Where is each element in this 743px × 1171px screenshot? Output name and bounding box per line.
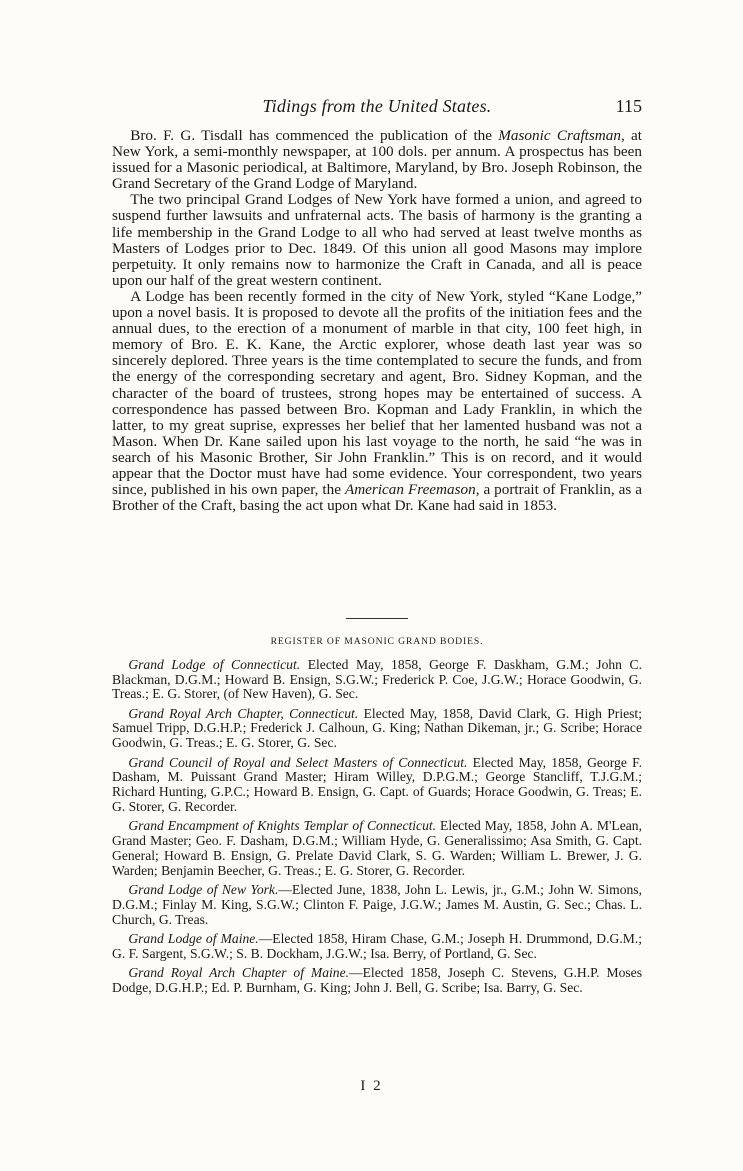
entry-text: —Elected 1858, Hiram Chase, G.M.; Joseph H. Drummond, D.G.M.; G. F. Sargent, S.G.W.; S. B. Dockham, J.G.W.; Isa. Berry, of Portland, G. Sec. — [112, 930, 642, 961]
entry-text: Elected May, 1858, David Clark, G. High Priest; Samuel Tripp, D.G.H.P.; Frederick J. Calhoun, G. King; Nathan Dikeman, jr.; G. Scribe; Horace Goodwin, G. Treas.; E. G. Storer, G. Sec. — [112, 705, 642, 751]
page-header — [112, 96, 642, 122]
entry-text: Elected May, 1858, George F. Daskham, G.M.; John C. Blackman, D.G.M.; Howard B. Ensign, S.G.W.; Frederick P. Coe, J.G.W.; Horace Goodwin, G. Treas.; E. G. Storer, (of New Haven), G. Sec. — [112, 656, 642, 702]
article-body — [112, 128, 642, 514]
grand-body-name: Grand Lodge of Maine. — [128, 930, 259, 946]
paragraph-craftsman — [112, 128, 642, 192]
register-entry — [112, 966, 642, 996]
entry-text: Elected May, 1858, George F. Dasham, M. Puissant Grand Master; Hiram Willey, D.P.G.M.; George Stancliff, T.J.G.M.; Richard Hunting, G.P.C.; Howard B. Ensign, G. Capt. of Guards; Horace Goodwin, G. Treas; E. G. Storer, G. Recorder. — [112, 754, 642, 814]
running-title: Tidings from the United States. — [262, 96, 492, 116]
entry-text: —Elected 1858, Joseph C. Stevens, G.H.P. Moses Dodge, D.G.H.P.; Ed. P. Burnham, G. King; John J. Bell, G. Scribe; Isa. Barry, G. Sec. — [112, 964, 642, 995]
publication-title: American Freemason — [344, 481, 476, 499]
register-section — [112, 618, 642, 1000]
entry-text: —Elected June, 1838, John L. Lewis, jr., G.M.; John W. Simons, D.G.M.; Finlay M. King, S.G.W.; Clinton F. Paige, J.G.W.; James M. Austin, G. Sec.; Chas. L. Church, G. Treas. — [112, 881, 642, 927]
grand-body-name: Grand Royal Arch Chapter, Connecticut. — [128, 705, 359, 721]
entry-text: Elected May, 1858, John A. M'Lean, Grand Master; Geo. F. Dasham, D.G.M.; William Hyde, G. Generalissimo; Asa Smith, G. Capt. General; Howard B. Ensign, G. Prelate David Clark, S. G. Warden; William L. Brewer, J. G. Warden; Benjamin Beecher, G. Treas.; E. G. Storer, G. Recorder. — [112, 818, 642, 878]
grand-body-name: Grand Royal Arch Chapter of Maine. — [128, 964, 350, 980]
paragraph-text: , at New York, a semi-monthly newspaper, at 100 dols. per annum. A prospectus has been issued for a Masonic periodical, at Baltimore, Maryland, by Bro. Joseph Robinson, the Grand Secretary of the Grand Lodge of Maryland. — [112, 127, 642, 193]
register-entry — [112, 707, 642, 751]
register-entry — [112, 819, 642, 878]
register-entry — [112, 756, 642, 815]
grand-body-name: Grand Lodge of New York. — [128, 881, 279, 897]
page-number: 115 — [615, 96, 642, 116]
register-heading: REGISTER OF MASONIC GRAND BODIES. — [270, 636, 484, 647]
paragraph-text: Bro. F. G. Tisdall has commenced the publication of the — [130, 127, 499, 144]
paragraph-grand-lodges-union: The two principal Grand Lodges of New York have formed a union, and agreed to suspend further lawsuits and unfraternal acts. The basis of harmony is the granting a life membership in the Grand Lodge to all who had served at least twelve months as Masters of Lodges prior to Dec. 1849. Of this union all good Masons may implore perpetuity. It only remains now to harmonize the Craft in Canada, and all is peace upon our half of the great western continent. — [112, 191, 642, 289]
publication-title: Masonic Craftsman — [498, 127, 621, 144]
grand-body-name: Grand Lodge of Connecticut. — [128, 656, 301, 672]
section-divider — [346, 618, 408, 619]
register-entry — [112, 658, 642, 702]
paragraph-kane-lodge — [112, 289, 642, 514]
signature-mark: I 2 — [360, 1078, 383, 1094]
paragraph-text: , a portrait of Franklin, as a Brother of the Craft, basing the act upon what Dr. Kane had said in 1853. — [112, 481, 643, 515]
register-entry — [112, 932, 642, 962]
paragraph-text: A Lodge has been recently formed in the city of New York, styled “Kane Lodge,” upon a novel basis. It is proposed to devote all the profits of the initiation fees and the annual dues, to the erection of a monument of marble in that city, 100 feet high, in memory of Bro. E. K. Kane, the Arctic explorer, whose death last year was so sincerely deplored. Three years is the time contemplated to secure the funds, and from the energy of the corresponding secretary and agent, Bro. Sidney Kopman, and the character of the board of trustees, strong hopes may be entertained of success. A correspondence has passed between Bro. Kopman and Lady Franklin, in which the latter, to my great suprise, expresses her belief that her lamented husband was not a Mason. When Dr. Kane sailed upon his last voyage to the north, he said “he was in search of his Masonic Brother, Sir John Franklin.” This is on record, and it would appear that the Doctor must have had some evidence. Your correspondent, two years since, published in his own paper, the — [112, 287, 642, 499]
register-entry — [112, 883, 642, 927]
grand-body-name: Grand Encampment of Knights Templar of Connecticut. — [128, 818, 437, 834]
grand-body-name: Grand Council of Royal and Select Masters of Connecticut. — [128, 754, 468, 770]
